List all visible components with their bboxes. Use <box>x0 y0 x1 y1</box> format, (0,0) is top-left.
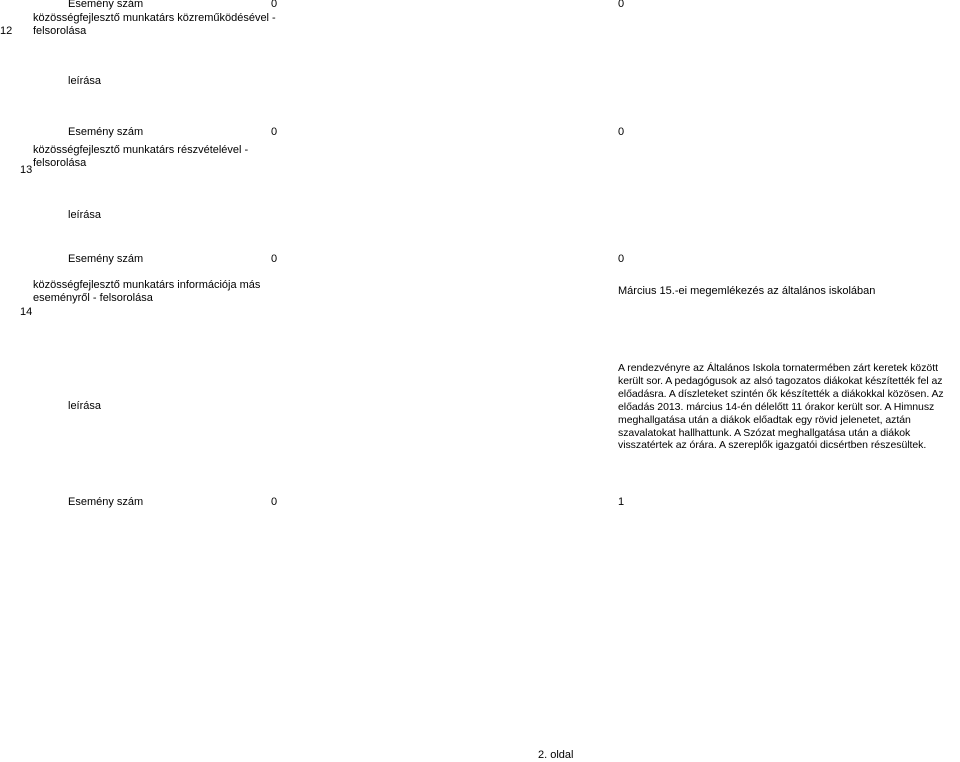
row-14-description-label: leírása <box>68 400 102 412</box>
row-next-value-1: 0 <box>271 496 278 508</box>
row-13-title-line-2: felsorolása <box>33 157 87 169</box>
row-14-title-line-2: eseményről - felsorolása <box>33 292 153 304</box>
row-13-description-label: leírása <box>68 209 102 221</box>
row-13-title-line-1: közösségfejlesztő munkatárs részvételével - <box>33 144 249 156</box>
row-12-number: 12 <box>0 25 13 37</box>
row-12-event-label: Esemény szám <box>68 0 144 10</box>
row-14-value-1: 0 <box>271 253 278 265</box>
row-13-number: 13 <box>20 164 33 176</box>
row-next-value-2: 1 <box>618 496 625 508</box>
row-14-value-2: 0 <box>618 253 625 265</box>
row-12-description-label: leírása <box>68 75 102 87</box>
row-14-event-label: Esemény szám <box>68 253 144 265</box>
row-14-description-text: A rendezvényre az Általános Iskola tornatermében zárt keretek között került sor. A pedagógusok az alsó tagozatos diákokat készítették fel az előadásra. A díszleteket szintén ők készítették a diákokkal közösen. Az előadás 2013. március 14-én délelőtt 11 órakor került sor. A Himnusz meghallgatása után a diákok előadtak egy rövid jelenetet, aztán szavalatokat hallhattunk. A Szózat meghallgatása után a diákok visszatértek az órára. A szereplők igazgatói dicsértben részesültek. <box>618 362 944 452</box>
row-12-title-line-2: felsorolása <box>33 25 87 37</box>
row-14-listing-text: Március 15.-ei megemlékezés az általános iskolában <box>618 285 876 297</box>
row-12-title-line-1: közösségfejlesztő munkatárs közreműködésével - <box>33 12 276 24</box>
row-13-value-1: 0 <box>271 126 278 138</box>
row-14-title-line-1: közösségfejlesztő munkatárs információja más <box>33 279 261 291</box>
page-number: 2. oldal <box>538 749 574 761</box>
row-12-value-2: 0 <box>618 0 625 10</box>
row-14-number: 14 <box>20 306 33 318</box>
row-12-value-1: 0 <box>271 0 278 10</box>
row-13-event-label: Esemény szám <box>68 126 144 138</box>
row-13-value-2: 0 <box>618 126 625 138</box>
row-next-event-label: Esemény szám <box>68 496 144 508</box>
